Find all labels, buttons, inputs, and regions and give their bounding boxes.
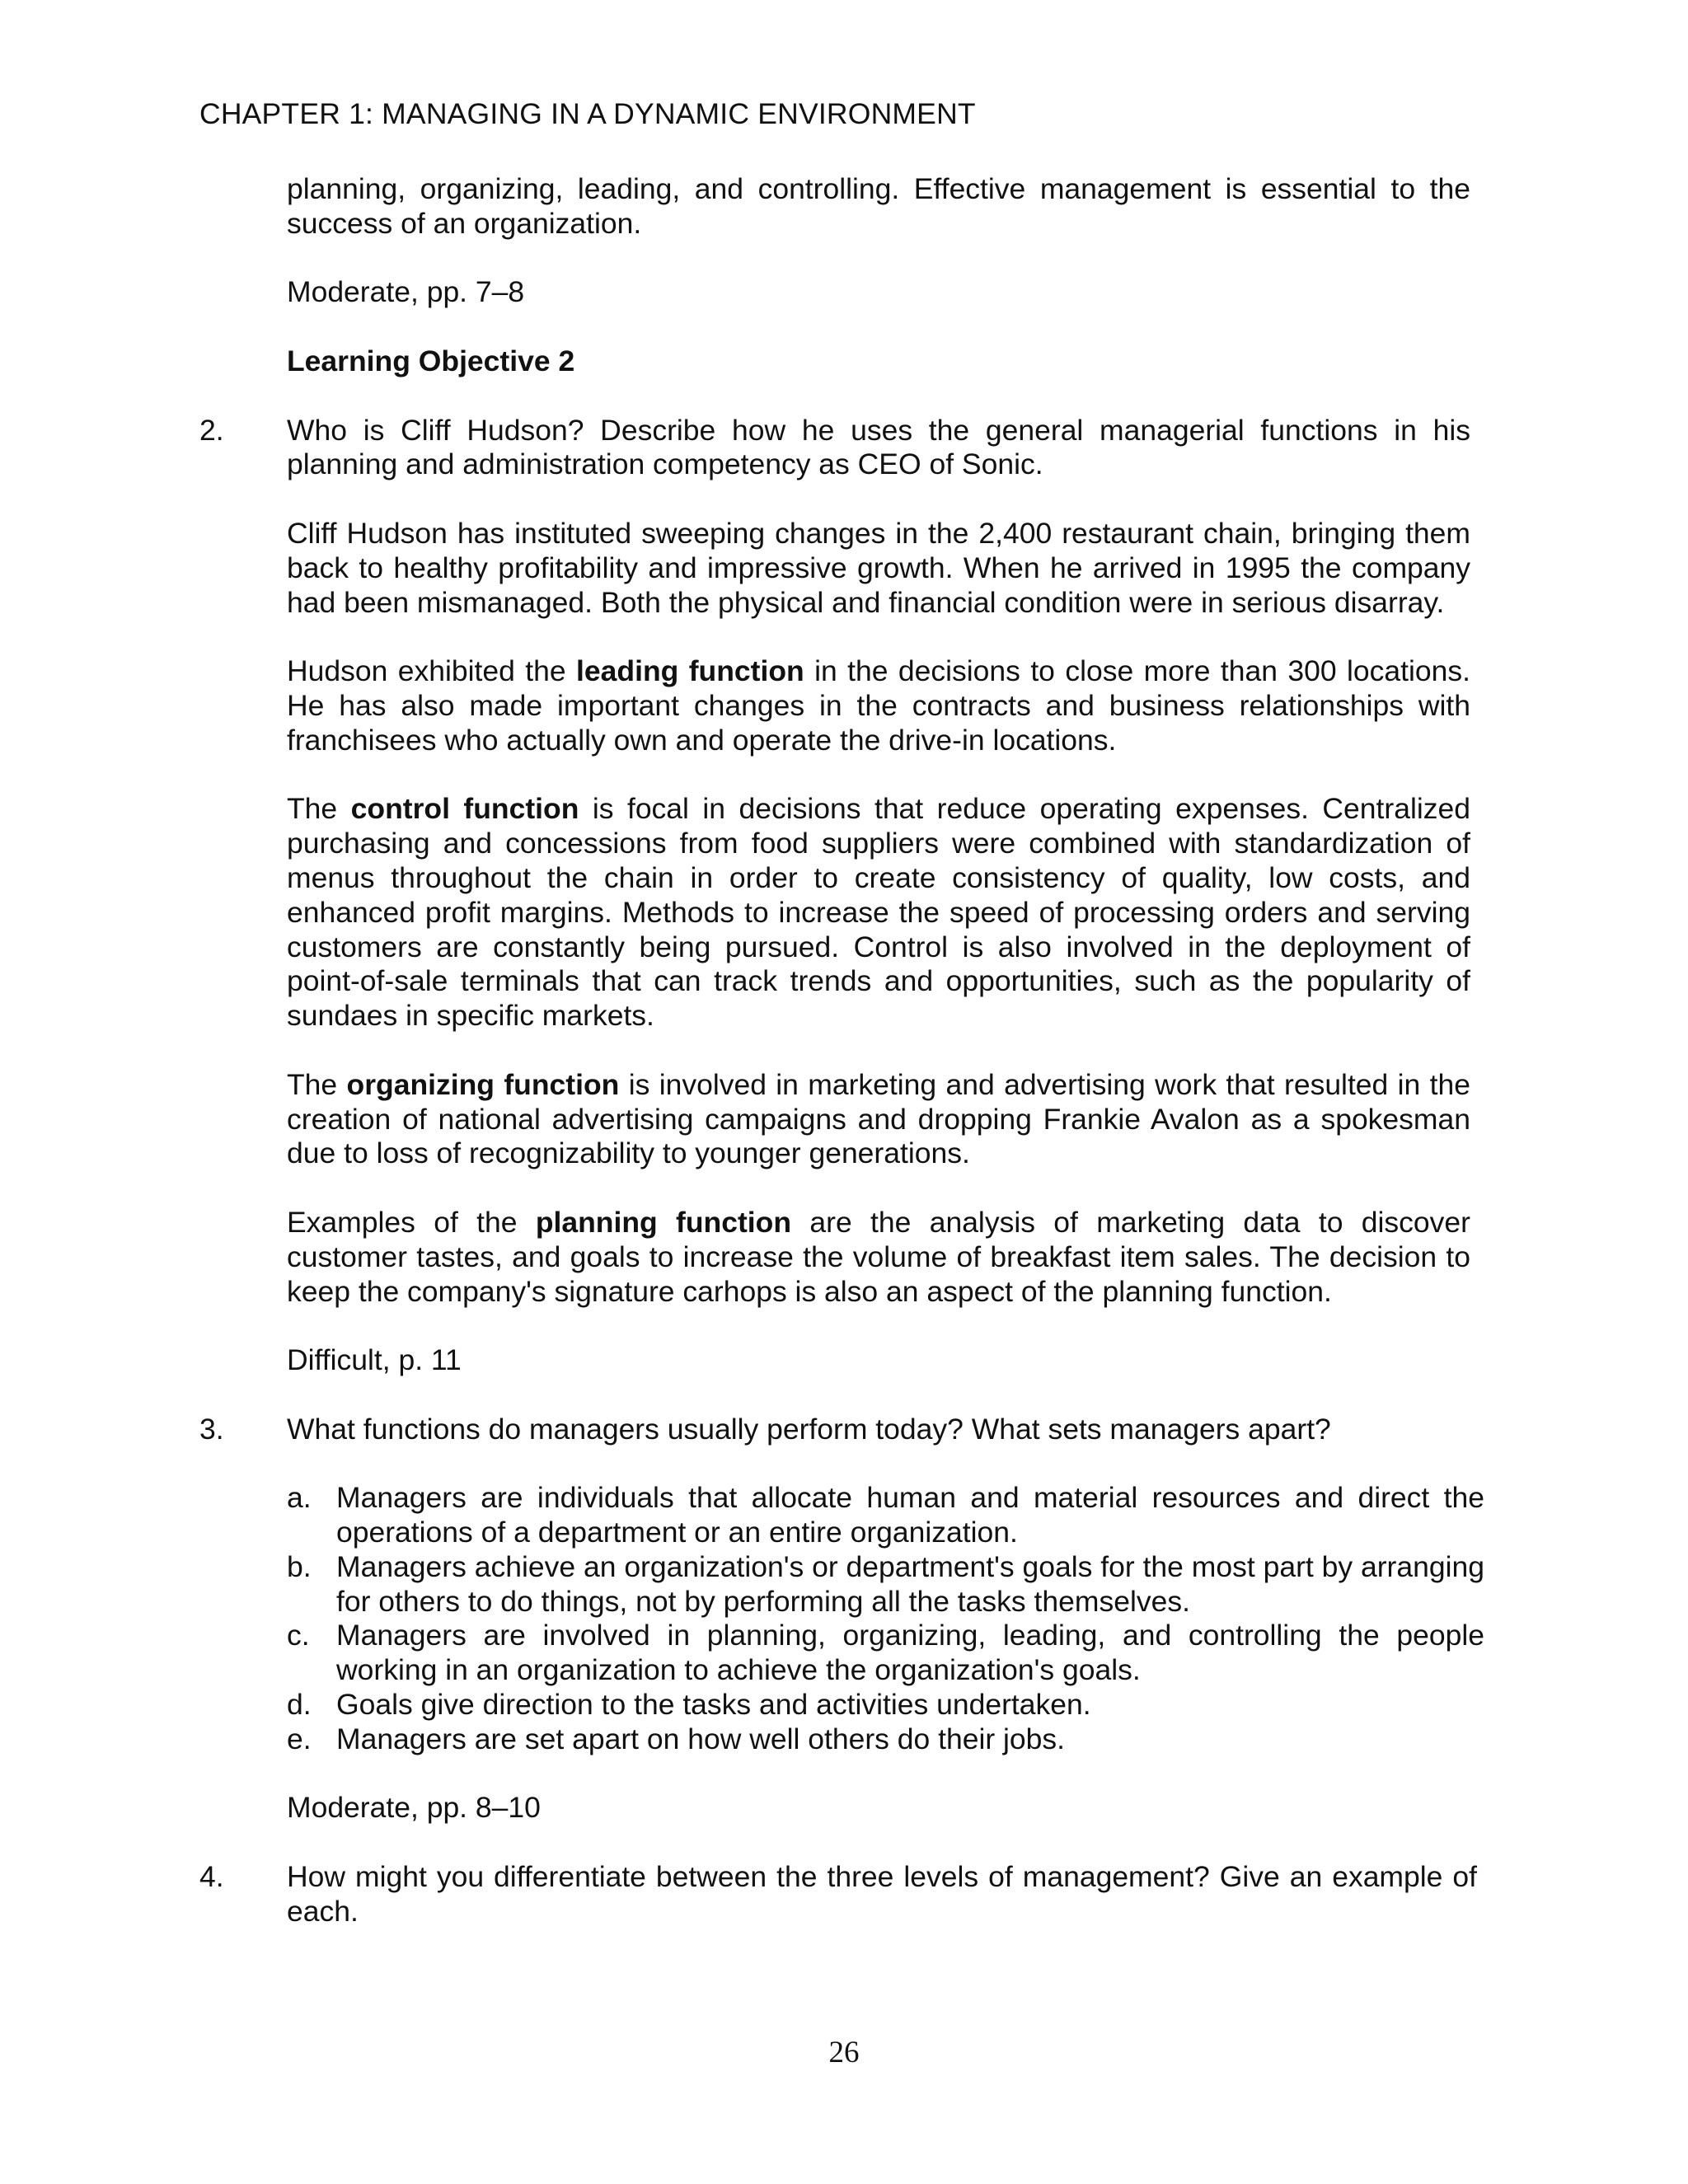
question-2-answer xyxy=(287,517,1477,1378)
question-2 xyxy=(199,414,1477,483)
paragraph-text: is focal in decisions that reduce operating expenses. Centralized purchasing and concessions from food suppliers were combined with standardization of menus throughout the chain in order to create consistency of quality, low costs, and enhanced profit margins. Methods to increase the speed of processing orders and serving customers are constantly being pursued. Control is also involved in the deployment of point-of-sale terminals that can track trends and opportunities, such as the popularity of sundaes in specific markets. xyxy=(287,792,1470,1033)
answer-paragraph-organizing xyxy=(287,1068,1470,1171)
page-number: 26 xyxy=(828,2036,860,2069)
paragraph-text: Hudson exhibited the xyxy=(287,654,577,688)
answer-list xyxy=(287,1481,1484,1756)
question-3-reference-block xyxy=(287,1791,1477,1825)
list-item-text: Managers are set apart on how well others do their jobs. xyxy=(336,1722,1066,1755)
bold-term: planning function xyxy=(535,1205,792,1239)
bold-term: organizing function xyxy=(346,1067,620,1101)
list-item xyxy=(287,1619,1484,1688)
question-number: 2. xyxy=(199,413,224,447)
learning-objective-heading: Learning Objective 2 xyxy=(287,344,575,377)
question-number: 3. xyxy=(199,1412,224,1446)
page-content xyxy=(199,172,1484,1963)
question-4 xyxy=(199,1860,1477,1929)
answer-paragraph: Cliff Hudson has instituted sweeping changes in the 2,400 restaurant chain, bringing them back to healthy profitability and impressive growth. When he arrived in 1995 the company had been mismanaged. Both the physical and financial condition were in serious disarray. xyxy=(287,516,1470,619)
question-3 xyxy=(199,1413,1477,1447)
question-number: 4. xyxy=(199,1860,224,1894)
continuation-block xyxy=(287,172,1477,379)
list-item-text: Managers are individuals that allocate human and material resources and direct the operations of a department or an entire organization. xyxy=(336,1481,1484,1549)
bold-term: leading function xyxy=(576,654,804,688)
list-item-letter: a. xyxy=(287,1481,312,1515)
list-item xyxy=(287,1688,1484,1722)
list-item-text: Goals give direction to the tasks and activities undertaken. xyxy=(336,1688,1091,1722)
list-item xyxy=(287,1550,1484,1619)
list-item-letter: d. xyxy=(287,1688,312,1722)
list-item xyxy=(287,1481,1484,1550)
difficulty-reference: Moderate, pp. 7–8 xyxy=(287,275,525,309)
chapter-header: CHAPTER 1: MANAGING IN A DYNAMIC ENVIRONMENT xyxy=(199,97,976,130)
answer-paragraph-leading xyxy=(287,654,1470,757)
question-text: How might you differentiate between the three levels of management? Give an example of each. xyxy=(287,1860,1477,1928)
paragraph-text: is involved in marketing and advertising work that resulted in the creation of national advertising campaigns and dropping Frankie Avalon as a spokesman due to loss of recognizability to younger generations. xyxy=(287,1067,1470,1170)
paragraph-text: The xyxy=(287,1067,347,1101)
list-item-letter: c. xyxy=(287,1619,310,1652)
difficulty-reference: Difficult, p. 11 xyxy=(287,1343,462,1377)
answer-paragraph-planning xyxy=(287,1206,1470,1309)
list-item xyxy=(287,1722,1484,1757)
paragraph-text: Examples of the xyxy=(287,1205,536,1239)
paragraph-text: in the decisions to close more than 300 locations. He has also made important changes in the contracts and business relationships with franchisees who actually own and operate the drive-in locations. xyxy=(287,654,1471,757)
paragraph-text: are the analysis of marketing data to discover customer tastes, and goals to increase the volume of breakfast item sales. The decision to keep the company's signature carhops is also an aspect of the planning function. xyxy=(287,1205,1470,1308)
bold-term: control function xyxy=(350,792,579,826)
list-item-text: Managers achieve an organization's or department's goals for the most part by arranging for others to do things, not by performing all the tasks themselves. xyxy=(336,1549,1484,1618)
list-item-letter: b. xyxy=(287,1549,312,1583)
continuation-paragraph: planning, organizing, leading, and controlling. Effective management is essential to the success of an organization. xyxy=(287,172,1470,240)
question-text: What functions do managers usually perform today? What sets managers apart? xyxy=(287,1412,1331,1446)
list-item-text: Managers are involved in planning, organizing, leading, and controlling the people working in an organization to achieve the organization's goals. xyxy=(336,1619,1484,1687)
question-text: Who is Cliff Hudson? Describe how he uses the general managerial functions in his planning and administration competency as CEO of Sonic. xyxy=(287,413,1470,481)
difficulty-reference: Moderate, pp. 8–10 xyxy=(287,1791,541,1825)
list-item-letter: e. xyxy=(287,1722,312,1755)
answer-paragraph-control xyxy=(287,792,1470,1033)
paragraph-text: The xyxy=(287,792,351,826)
